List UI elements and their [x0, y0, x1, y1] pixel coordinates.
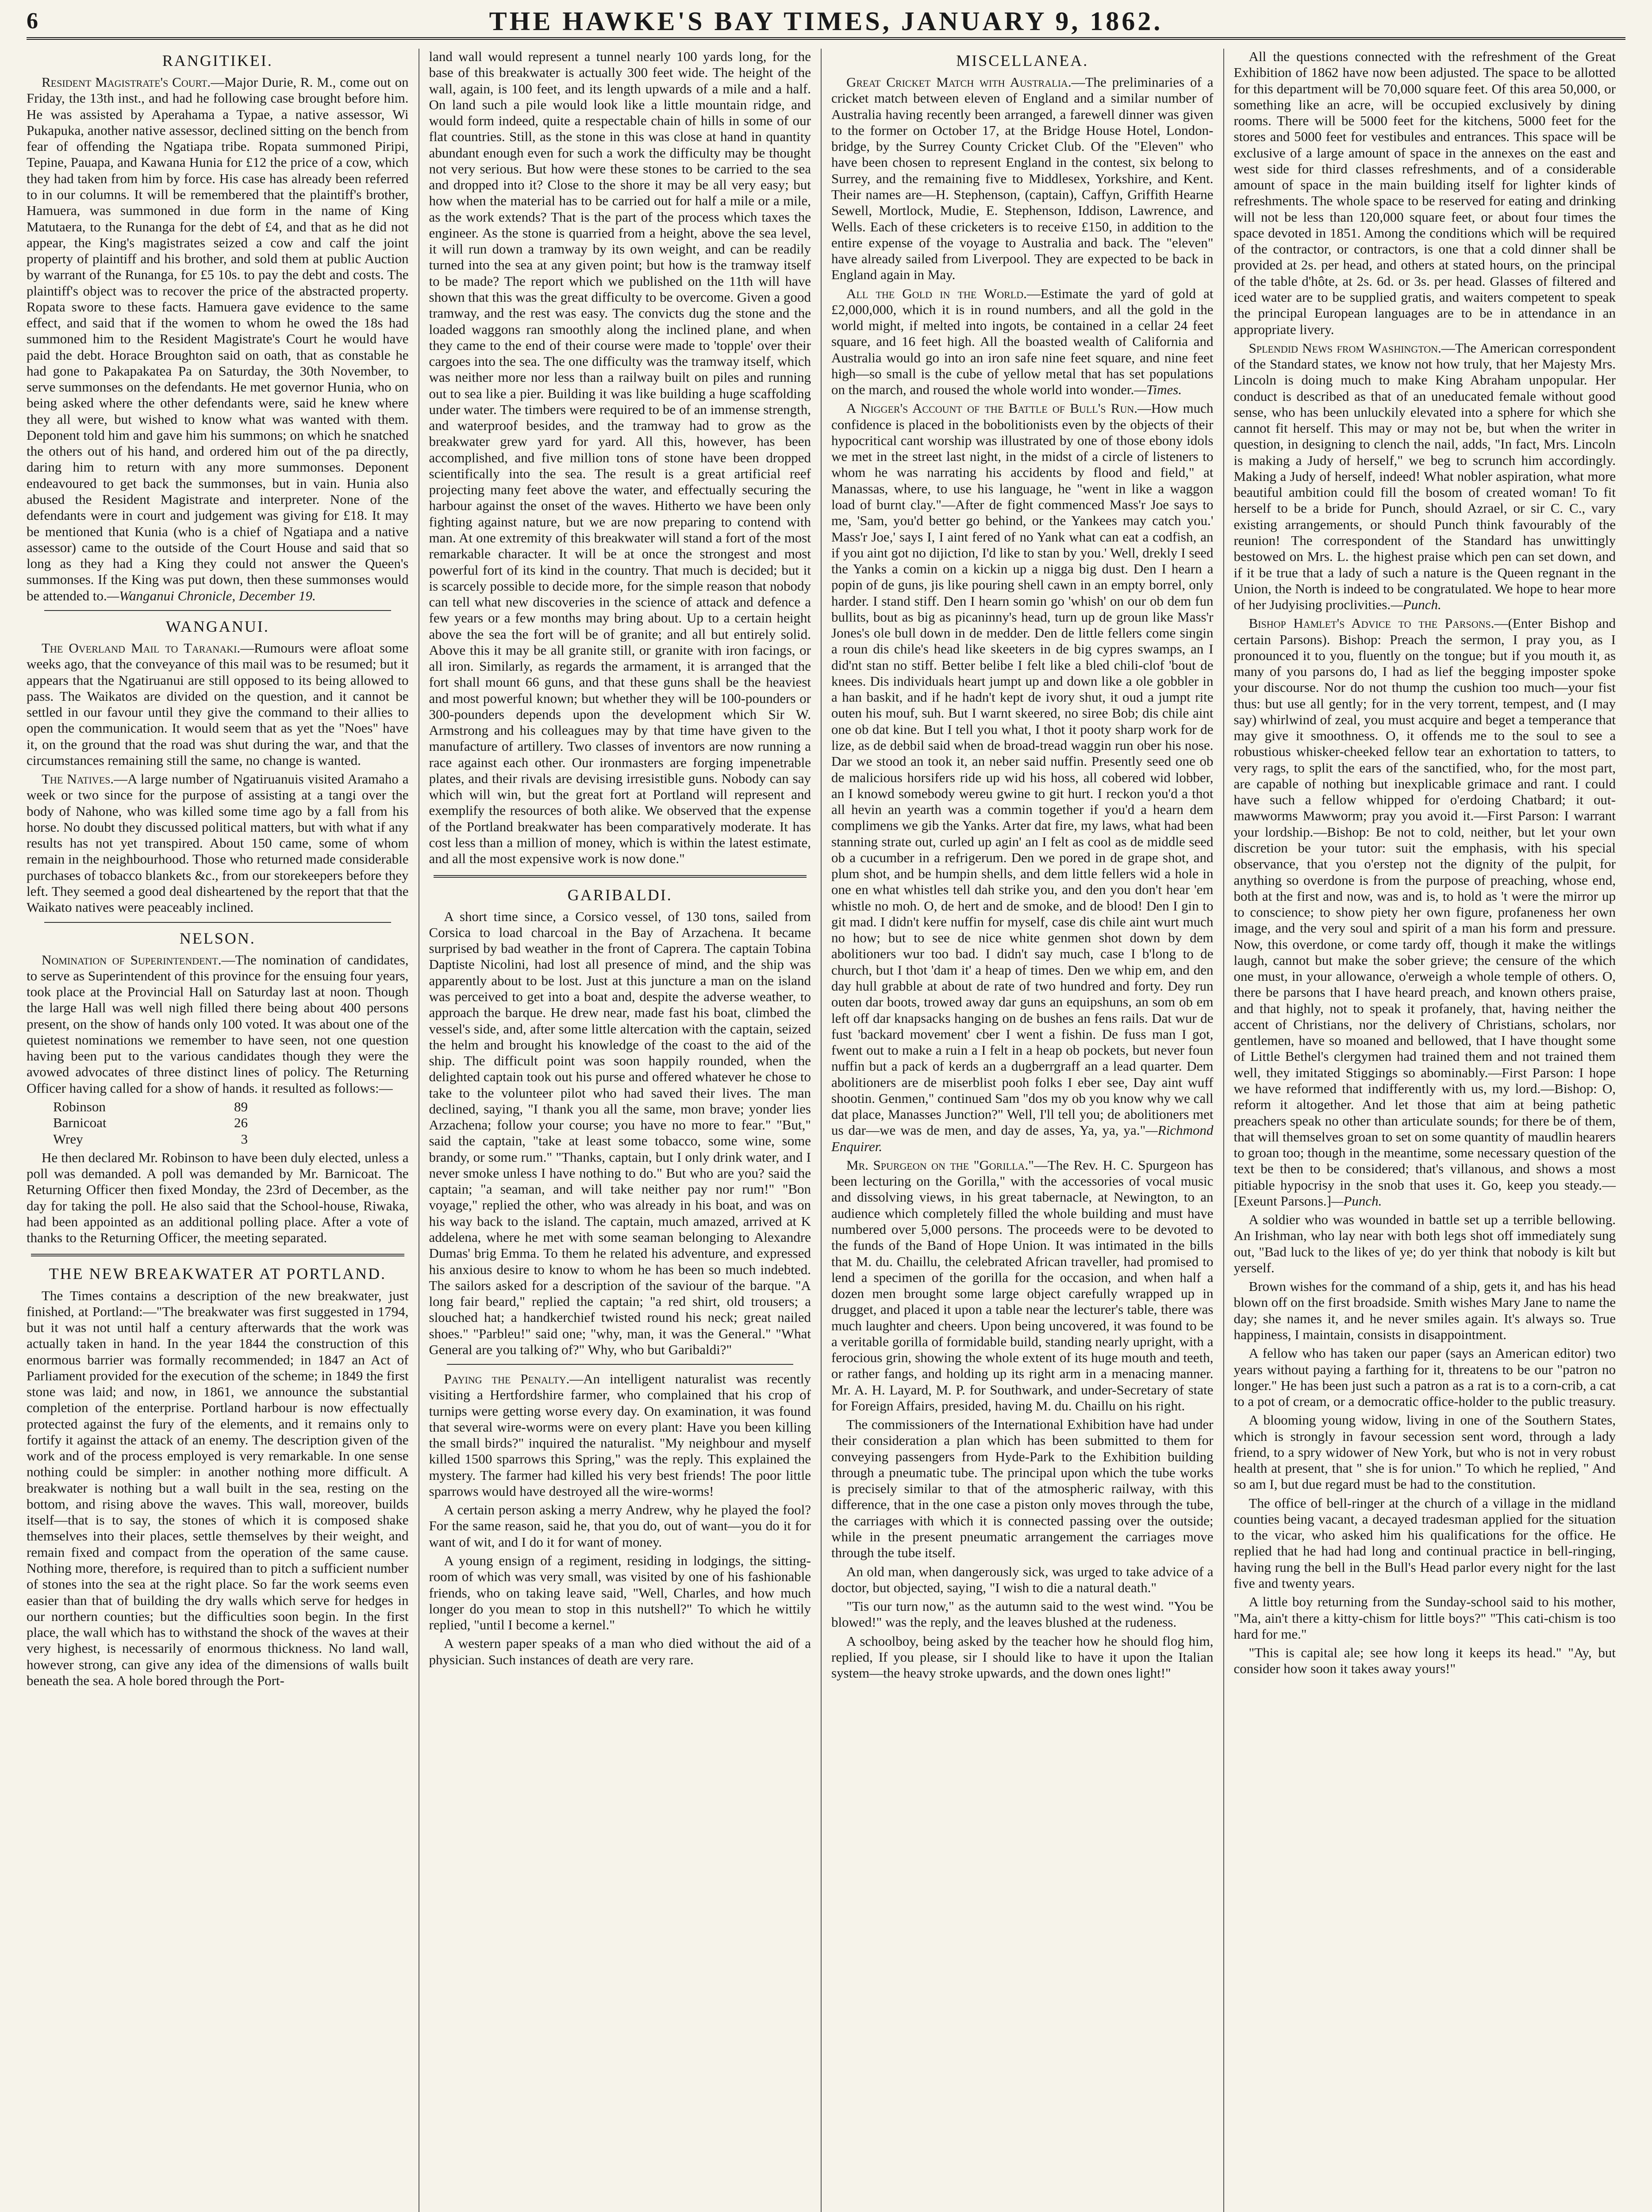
- article-text: —Estimate the yard of gold at £2,000,000, which it is in round numbers, and all the gold in the world might, if melted into ingots, be contained in a cellar 24 feet square, and 16 feet high. All the boasted wealth of California and Australia would go into an iron safe nine feet square, and nine feet high—so small is the cube of yellow metal that has set populations on the march, and roused the whole world into wonder.: [831, 285, 1214, 398]
- article-gorilla: [831, 1157, 1214, 1414]
- attribution: —Punch.: [1391, 597, 1441, 613]
- section-heading-garibaldi: GARIBALDI.: [567, 886, 672, 904]
- runin-heading: Splendid News from Washington.: [1249, 340, 1441, 356]
- candidate-votes: 89: [234, 1099, 248, 1114]
- column-2: [419, 49, 822, 2212]
- masthead: [27, 6, 1625, 40]
- candidate-name: Barnicoat: [53, 1115, 107, 1131]
- poll-results: [53, 1099, 248, 1147]
- article-columns: [27, 49, 1625, 2212]
- candidate-name: Wrey: [53, 1131, 83, 1147]
- article-natives: [27, 771, 409, 915]
- article-text: The commissioners of the International Exhibition have had under their consideration a plan which has been submitted to them for conveying passengers from Hyde-Park to the Exhibition building through a pneumatic tube. The principal upon which the tube works is precisely similar to that of the atmospheric railway, with this difference, that in the one case a piston only moves through the tube, the carriages with which it is connected passing over the outside; while in the present pneumatic arrangement the carriages move through the tube itself.: [831, 1417, 1214, 1561]
- article-text: An old man, when dangerously sick, was urged to take advice of a doctor, but objected, saying, "I wish to die a natural death.": [831, 1563, 1214, 1595]
- article-text: —(Enter Bishop and certain Parsons). Bishop: Preach the sermon, I pray you, as I pronounced it to you, fluently on the tongue; but if you mouth it, as many of you parsons do, I had as lief the begging imposter spoke your discourse. Nor do not thump the cushion too much—your fist thus: but use all gently; for in the very torrent, tempest, and (I may say) whirlwind of zeal, you must acquire and beget a temperance that may give it smoothness. O, it offends me to the soul to see a robustious whisker-cheeked fellow tear an exhortation to tatters, to very rags, to split the ears of the sanctified, who, for the most part, are capable of nothing but inexplicable grimace and rant. I could have such a fellow whipped for o'erdoing Chatbard; it out-mawworms Mawworm; pray you avoid it.—First Parson: I warrant your lordship.—Bishop: Be not to cold, neither, but let your own discretion be your tutor: suit the emphasis, with his special observance, that you o'erstep not the dignity of the pulpit, for anything so overdone is from the purpose of preaching, whose end, both at the first and now, was and is, to hold as 't were the mirror up to conscience; to show piety her own figure, profaneness her own image, and the very soul and spirit of a man his form and pressure. Now, this overdone, or come tardy off, though it make the witlings laugh, cannot but make the sober grieve; the censure of the which one must, in your allowance, o'erweigh a whole temple of others. O, there be parsons that I have heard preach, and known others praise, and that highly, not to speak it profanely, that, having neither the accent of Christians, nor the delivery of Christians, scholars, nor gentlemen, have so moaned and bellowed, that I have thought some of Little Bethel's clergymen had trained them and not trained them well, they imitated Stiggings so abominably.—First Parson: I hope we have reformed that indifferently with us, my lord.—Bishop: O, reform it altogether. And let those that aim at being pathetic preachers speak no other than articulate sounds; for there be of them, that will themselves groan to set on some quantity of maudlin hearers to groan too; though in the meantime, some necessary question of the text be then to be considered; that's villanous, and shows a most pitiable hypocrisy in the snob that uses it. Go, keep you steady.—[Exeunt Parsons.]: [1233, 615, 1616, 1209]
- divider: [447, 1364, 794, 1365]
- article-splendid-news: [1234, 340, 1616, 613]
- article-text: A short time since, a Corsico vessel, of 130 tons, sailed from Corsica to load charcoal in the Bay of Arzachena. It became surprised by bad weather in the front of Caprera. The captain Tobina Daptiste Nicolini, had lost all presence of mind, and the ship was apparently about to be lost. Just at this juncture a man on the island was perceived to get into a boat and, despite the adverse weather, to approach the barque. He drew near, made fast his boat, climbed the vessel's side, and, after some little altercation with the captain, seized the helm and brought his knowledge of the coast to the aid of the ship. The difficult point was soon happily rounded, when the delighted captain took out his purse and offered whatever he chose to take to the volunteer pilot who had saved their lives. The man declined, saying, "I thank you all the same, mon brave; yonder lies Arzachena; follow your course; you have no more to fear." "But," said the captain, "take at least some tobacco, some wine, some brandy, or some rum." "Thanks, captain, but I only drink water, and I never smoke unless I have nothing to do." But who are you? said the captain; "a seaman, and will take neither pay nor rum!" "Bon voyage," replied the other, who was already in his boat, and was on his way back to the island. The captain, much amazed, arrived at K addelena, where he met with some seaman belonging to Alexandre Dumas' brig Emma. To them he related his adventure, and expressed his anxious desire to know to whom he has been so much indebted. The sailors asked for a description of the saviour of the barque. "A long fair beard," replied the captain; "a red shirt, old trousers; a slouched hat; a handkerchief twisted round his neck; great nailed shoes." "Parbleu!" said one; "why, man, it was the General." "What General are you talking of?" Why, who but Garibaldi?": [429, 908, 811, 1357]
- column-1: [27, 49, 419, 2212]
- article-nomination: [27, 952, 409, 1096]
- double-divider: [31, 1254, 404, 1256]
- section-heading-nelson: NELSON.: [179, 929, 256, 947]
- article-text: A certain person asking a merry Andrew, why he played the fool? For the same reason, said he, that you do, out of want—you do it for want of wit, and I do it for want of money.: [429, 1502, 811, 1550]
- attribution: —Times.: [1134, 382, 1182, 398]
- poll-row: [53, 1099, 248, 1115]
- runin-heading: Nomination of Superintendent.: [42, 952, 222, 968]
- runin-heading: Bishop Hamlet's Advice to the Parsons.: [1249, 615, 1494, 631]
- runin-heading: Great Cricket Match with Australia.: [846, 74, 1072, 90]
- article-text: Brown wishes for the command of a ship, gets it, and has his head blown off on the first broadside. Smith wishes Mary Jane to name the day; she names it, and he never smiles again. It's always so. True happiness, I maintain, consists in disappointment.: [1233, 1279, 1616, 1342]
- newspaper-title: THE HAWKE'S BAY TIMES, JANUARY 9, 1862.: [489, 7, 1163, 36]
- article-text: A young ensign of a regiment, residing in lodgings, the sitting-room of which was very small, was visited by one of his fashionable friends, who on taking leave said, "Well, Charles, and how much longer do you mean to stop in this nutshell?" To which he wittily replied, "until I become a kernel.": [429, 1553, 811, 1633]
- article-text: "Tis our turn now," as the autumn said to the west wind. "You be blowed!" was the reply, and the leaves blushed at the rudeness.: [831, 1598, 1214, 1630]
- section-heading-wanganui: WANGANUI.: [165, 617, 269, 635]
- attribution: —Richmond Enquirer.: [831, 1122, 1214, 1154]
- candidate-name: Robinson: [53, 1099, 106, 1114]
- article-rangitikei: [27, 74, 409, 604]
- article-text: A schoolboy, being asked by the teacher how he should flog him, replied, If you please, sir I should like to have it upon the Italian system—the heavy stroke upwards, and the down ones light!": [831, 1633, 1214, 1681]
- article-text: —An intelligent naturalist was recently visiting a Hertfordshire farmer, who complained that his crop of turnips were getting worse every day. On examination, it was found that several wire-worms were on every plant: Have you been killing the small birds?" inquired the naturalist. "My neighbour and myself killed 1500 sparrows this Spring," was the reply. This explained the mystery. The farmer had killed his very best friends! The poor little sparrows would have destroyed all the wire-worms!: [429, 1371, 811, 1499]
- article-text: He then declared Mr. Robinson to have been duly elected, unless a poll was demanded. A poll was demanded by Mr. Barnicoat. The Returning Officer then fixed Monday, the 23rd of December, as the day for taking the poll. He also said that the School-house, Riwaka, had been appointed as an additional polling place. After a vote of thanks to the Returning Officer, the meeting separated.: [27, 1149, 409, 1246]
- page-number: 6: [27, 8, 38, 34]
- article-text: A little boy returning from the Sunday-school said to his mother, "Ma, ain't there a kitty-chism for little boys?" "This cati-chism is too hard for me.": [1233, 1594, 1616, 1642]
- article-cricket: [831, 74, 1214, 283]
- article-bishop-hamlet: [1234, 615, 1616, 1209]
- attribution: —Wanganui Chronicle, December 19.: [107, 588, 316, 603]
- runin-heading: All the Gold in the World.: [846, 285, 1027, 301]
- article-text: —Major Durie, R. M., come out on Friday, the 13th inst., and had he following case brought before him. He was assisted by Aperahama a Typae, a native assessor, Wi Pukapuka, another native assessor, declined sitting on the bench from fear of offending the Ngatiapa tribe. Ropata summoned Piripi, Tepine, Pauapa, and Kawana Hunia for £12 the price of a cow, which they had taken from him by force. His case has already been referred to in our columns. It will be remembered that the plaintiff's brother, Hamuera, was summoned in due form in the name of King Matutaera, to the Runanga for the debt of £4, and that as he did not appear, the King's magistrates seized a cow and calf the joint property of plaintiff and his brother, and sold them at public Auction by warrant of the Runanga, for £5 10s. to pay the debt and costs. The plaintiff's object was to recover the price of the abstracted property. Ropata swore to these facts. Hamuera gave evidence to the same effect, and said that if the women to whom he owed the 18s had summoned him to the Resident Magistrate's Court he would have paid the debt. Horace Broughton said on oath, that as constable he had gone to Pakapakatea Pa on Saturday, the 30th November, to serve summonses on the defendants. He met governor Hunia, who on being asked where the other defendants were, said he knew where they all were, but wished to know what was wanted with them. Deponent told him and gave him his summons; on which he snatched the others out of his hand, and ordered him out of the pa directly, daring him to return with any more summonses. Deponent endeavoured to get back the summonses, but in vain. Hunia also abused the Resident Magistrate and interpreter. None of the defendants were in court and judgement was giving for £18. It may be mentioned that Kunia (who is a chief of Ngatiapa and a native assessor) came to the outside of the Court House and said that so long as they had a King they could not answer the Queen's summonses. If the King was put down, then these summonses would be attended to.: [27, 74, 409, 603]
- article-paying-penalty: [429, 1371, 811, 1499]
- divider: [44, 922, 391, 923]
- runin-heading: A Nigger's Account of the Battle of Bull's Run.: [846, 400, 1138, 416]
- divider: [44, 610, 391, 611]
- poll-row: [53, 1131, 248, 1147]
- article-text: —The American correspondent of the Standard states, we know not how truly, that her Majesty Mrs. Lincoln is doing much to make King Abraham unpopular. Her conduct is described as that of an uneducated female without good sense, who has been unluckily elevated into a sphere for which she cannot fit herself. This may or may not be, but when the writer in question, in designing to clench the nail, adds, "In fact, Mrs. Lincoln is making a Judy of herself," we beg to scrunch him accordingly. Making a Judy of herself, indeed! What nobler aspiration, what more beautiful ambition could fill the bosom of created woman! To fit herself to be a bride for Punch, should Azrael, or sir C. C., vary existing arrangements, or should Punch think favourably of the reunion! The correspondent of the Standard has unwittingly bestowed on Mrs. L. the highest praise which pen can set down, and if it be true that a lady of such a nature is the Queen regnant in the Union, the North is indeed to be congratulated. We hope to hear more of her Judyising proclivities.: [1233, 340, 1616, 613]
- double-divider: [434, 875, 807, 878]
- article-text: All the questions connected with the refreshment of the Great Exhibition of 1862 have now been adjusted. The space to be allotted for this department will be 70,000 square feet. Of this area 50,000, or something like an acre, will be occupied exclusively by dining rooms. There will be 5000 feet for the kitchens, 5000 feet for the stores and 5000 feet for vestibules and entrances. This space will be exclusive of a large amount of space in the annexes on the east and west side for third classes refreshments, and of a considerable amount of space in the main building itself for lighter kinds of refreshments. The whole space to be reserved for eating and drinking will not be less than 120,000 square feet, or about four times the space devoted in 1851. Among the conditions which will be required of the contractor, or contractors, is one that a cold dinner shall be provided at 2s. per head, and others at stated hours, on the principal of the table d'hôte, at 2s. 6d. or 3s. per head. Glasses of filtered and iced water are to be supplied gratis, and waiters competent to speak the principal European languages are to be in attendance in an appropriate livery.: [1233, 49, 1616, 337]
- runin-heading: Resident Magistrate's Court.: [42, 74, 211, 90]
- article-gold: [831, 286, 1214, 398]
- article-text: —The Rev. H. C. Spurgeon has been lecturing on the Gorilla," with the accessories of vocal music and dissolving views, in his great tabernacle, at Newington, to an audience which completely filled the whole building and must have numbered over 5,000 persons. The proceeds were to be devoted to the funds of the Band of Hope Union. It was intimated in the bills that M. du. Chaillu, the celebrated African traveller, had promised to lend a specimen of the gorilla for the occasion, and when half a dozen men brought some large object carefully wrapped up in drugget, and placed it upon a table near the lecturer's table, there was much laughter and cheers. Upon being uncovered, it was found to be a veritable gorilla of formidable build, standing nearly upright, with a ferocious grin, showing the whole extent of its huge mouth and teeth, or rather fangs, and holding up its right arm in a menacing manner. Mr. A. H. Layard, M. P. for Southwark, and under-Secretary of state for Foreign Affairs, presided, having M. du. Chaillu on his right.: [831, 1157, 1214, 1413]
- article-text: A soldier who was wounded in battle set up a terrible bellowing. An Irishman, who lay near with both legs shot off immediately sung out, "Bad luck to the likes of ye; do yer think that nobody is kilt but yerself.: [1233, 1212, 1616, 1275]
- poll-row: [53, 1115, 248, 1131]
- article-text: The office of bell-ringer at the church of a village in the midland counties being vacant, a decayed tradesman applied for the situation to the vicar, who asked him his qualifications for the office. He replied that he had had long and continual practice in bell-ringing, having rung the bell in the Bull's Head parlor every night for the last five and twenty years.: [1233, 1495, 1616, 1591]
- column-3: [822, 49, 1224, 2212]
- article-text: —Rumours were afloat some weeks ago, that the conveyance of this mail was to be resumed; but it appears that the Ngatiruanui are still opposed to its being allowed to pass. The Waikatos are divided on the question, and it cannot be settled in our favour until they give the command to their allies to open the communication. It would seem that as yet the "Noes" have it, on the ground that the road was shut during the war, and that the circumstances remaining still the same, no change is wanted.: [27, 640, 409, 768]
- runin-heading: The Overland Mail to Taranaki.: [42, 640, 241, 656]
- candidate-votes: 26: [234, 1115, 248, 1131]
- article-text: A fellow who has taken our paper (says an American editor) two years without paying a farthing for it, threatens to be our "patron no longer." He has been just such a patron as a rat is to a corn-crib, a cat to a pot of cream, or a democratic office-holder to the public treasury.: [1233, 1345, 1616, 1409]
- section-heading-breakwater: THE NEW BREAKWATER AT PORTLAND.: [49, 1265, 386, 1283]
- article-bull-run: [831, 400, 1214, 1154]
- candidate-votes: 3: [241, 1131, 248, 1147]
- runin-heading: The Natives.: [42, 771, 114, 787]
- article-text: —The nomination of candidates, to serve as Superintendent of this province for the ensuing four years, took place at the Provincial Hall on Saturday last at noon. Though the large Hall was well nigh filled there being about 400 persons present, on the show of hands only 100 voted. It was about one of the quietest nominations we remember to have seen, not one question having been put to the various candidates though they were the avowed advocates of three distinct lines of policy. The Returning Officer having called for a show of hands. it resulted as follows:—: [27, 952, 409, 1096]
- section-heading-miscellanea: MISCELLANEA.: [956, 52, 1089, 69]
- article-text: "This is capital ale; see how long it keeps its head." "Ay, but consider how soon it takes away yours!": [1233, 1645, 1616, 1677]
- article-text: —The preliminaries of a cricket match between eleven of England and a similar number of Australia having recently been arranged, a farewell dinner was given to the former on October 17, at the Bridge House Hotel, London-bridge, by the Surrey County Cricket Club. Of the "Eleven" who have been chosen to represent England in the contest, six belong to Surrey, and the remaining five to Middlesex, Yorkshire, and Kent. Their names are—H. Stephenson, (captain), Caffyn, Griffith Hearne Sewell, Mortlock, Mudie, E. Stephenson, Iddison, Lawrence, and Wells. Each of these cricketers is to receive £150, in addition to the entire expense of the voyage to Australia and back. The "eleven" have already sailed from Liverpool. They are expected to be back in England again in May.: [831, 74, 1214, 283]
- article-text: land wall would represent a tunnel nearly 100 yards long, for the base of this breakwater is actually 300 feet wide. The height of the wall, again, is 100 feet, and its length upwards of a mile and a half. On land such a pile would look like a little mountain ridge, and would form indeed, quite a respectable chain of hills in some of our flat countries. Still, as the stone in this was close at hand in quantity abundant enough even for such a work the difficulty may be thought not very serious. But how were these stones to be carried to the sea and dropped into it? Close to the shore it may be all very easy; but how when the material has to be carried out for half a mile or a mile, as the work extends? That is the part of the process which taxes the engineer. As the stone is quarried from a height, above the sea level, it will run down a tramway by its own weight, and can be readily turned into the sea at any given point; but how is the tramway itself to be made? The report which we published on the 11th will have shown that this was the great difficulty to be overcome. Given a good tramway, and the rest was easy. The convicts dug the stone and the loaded waggons ran smoothly along the inclined plane, and when they came to the end of their course were made to 'topple' over their cargoes into the sea. The one difficulty was the tramway itself, which was neither more nor less than a railway built on piles and running out to sea like a pier. Building it was like building a huge scaffolding under water. The timbers were required to be of an immense strength, and waterproof besides, and the tramway had to grow as the breakwater grew yard for yard. All this, however, has been accomplished, and five million tons of stone have been dropped scientifically into the sea. The result is a great artificial reef projecting many feet above the water, and effectually securing the harbour against the onset of the waves. Hitherto we have been only fighting against nature, but we are now preparing to contend with man. At one extremity of this breakwater will stand a fort of the most remarkable character. It will be at once the strongest and most powerful fort of its kind in the country. That much is decided; but it is scarcely possible to decide more, for the simple reason that nobody can tell what new discoveries in the science of attack and defence a few years or a few months may bring about. Up to a certain height above the sea the fort will be of granite; and all but entirely solid. Above this it may be all granite still, or granite with iron facings, or all iron. Similarly, as regards the armament, it is arranged that the fort shall mount 66 guns, and that these guns shall be the heaviest and most powerful known; but whether they will be 100-pounders or 300-pounders depends upon the development which Sir W. Armstrong and his colleagues may by that time have given to the manufacture of artillery. Two classes of inventors are now running a race against each other. Our ironmasters are forging impenetrable plates, and their rivals are devising irresistible guns. Nobody can say which will win, but the great fort at Portland will represent and exemplify the resources of both alike. We observed that the expense of the Portland breakwater has been comparatively moderate. It has cost less than a million of money, which is within the latest estimate, and all the most expensive work is now done.": [429, 49, 811, 867]
- article-text: —A large number of Ngatiruanuis visited Aramaho a week or two since for the purpose of assisting at a tangi over the body of Nahone, who was killed some time ago by a fall from his horse. No doubt they discussed political matters, but with what if any results has not yet transpired. About 150 came, some of whom remain in the neighbourhood. Those who returned made considerable purchases of tobacco blankets &c., from our storekeepers before they left. They seemed a good deal disheartened by the report that that the Waikato natives were peaceably inclined.: [27, 771, 409, 915]
- article-text: A blooming young widow, living in one of the Southern States, which is strongly in favour secession sent word, through a lady friend, to a spry widower of New York, but who is not in very robust health at present, that " she is for union." To which he replied, " And so am I, but due regard must be had to the constitution.: [1233, 1412, 1616, 1492]
- article-overland-mail: [27, 640, 409, 768]
- article-text: —How much confidence is placed in the bobolitionists even by the objects of their hypocritical cant worship was illustrated by one of those ebony idols we met in the street last night, in the midst of a circle of listeners to whom he was narrating his accidents by flood and field," at Manassas, where, to use his language, he "went in like a waggon load of burnt clay."—After de fight commenced Mass'r Joe says to me, 'Sam, you'd better go behind, or the Yankees may catch you.' Mass'r Joe,' says I, I aint fered of no Yank what can eat a codfish, an if you aint got no dijiction, I'd like to stan by you.' Well, drekly I seed the Yanks a comin on a kickin up a nigga big dust. Den I hearn a popin of de guns, jis like pouring shell cawn in an empty borrel, only harder. I stand stiff. Den I hearn somin go 'whish' on our ob dem fun bullits, bout as big as picaninny's head, turn up de groun like Mass'r Jones's ole bull down in de medder. Den de little fellers come singin a roun dis chile's head like skeeters in de big cypres swamps, an I did'nt stan no stiff. Better belibe I felt like a bled chili-clof 'bout de knees. Dis individuals heart jumpt up and down like a ole gobbler in a han baskit, and if he hadn't kept de ivory shut, it oud a jumpt rite outen his mouf, suh. But I warnt skeered, no siree Bob; dis chile aint one ob dat kine. But I tell you what, I thot it pooty sharp work for de lize, as de debbil said when de broad-tread waggin run ober his nose. Dar we stood an took it, an neber said nuffin. Presently seed one ob de malicious horsifers ride up wid his hoss, all cobered wid lobber, an I knowd somebody wereu gwine to git hurt. I reckon you'd a thot all hevin an yearth was a commin together if you'd a hearn dem complimens we gib the Yanks. Arter dat fire, my laws, what had been stanning strate out, curled up agin' an I felt as cool as de middle seed ob a cucumber in a refrigerum. Den we pored in de grape shot, and plum shot, and be humpin shells, and dem little fellers wid a hole in one en what whistles tell dah strike you, and den you don't hear 'em whistle no moh. O, de hert and de smoke, and de blood! Den I gin to git mad. I didn't kere nuffin for myself, case dis chile aint wurt much no how; but to see de nice white genmen shot down by dem abolitioners wur too bad. I didn't say much, case I b'long to de church, but I thot 'dam it' a heap of times. Den we whip em, and den day hull grabble at about de rate of two hundred and forty. Dey run outen dar boots, trowed away dar guns an equipshuns, an som ob em left off dar knapsacks hanging on de bushes an fens rails. Dat wur de fust 'backard movement' cber I went a fishin. De fuss man I got, fwent out to make a ruin a I felt in a heap ob pockets, but never foun nuffin but a pack of kerds an a dugberrgraff an a lead quarter. Dem abolitioners are de miserblist pooh folks I eber see, Day aint wuff shootin. Genmen," continued Sam "dos my ob you know why we call dat place, Manasses Junction?" Well, I'll tell you; de abolitioners met us dar—we was de men, and day de asses, Ya, ya, ya.": [831, 400, 1214, 1138]
- article-text: The Times contains a description of the new breakwater, just finished, at Portland:—"The breakwater was first suggested in 1794, but it was not until half a century afterwards that the work was actually taken in hand. In the year 1844 the construction of this enormous barrier was formally recommended; in 1847 an Act of Parliament provided for the execution of the scheme; in 1849 the first stone was laid; and now, in 1861, we announce the substantial completion of the enterprise. Portland harbour is now effectually protected against the fury of the elements, and it remains only to fortify it against the attack of an enemy. The description given of the work and of the process employed is very remarkable. In one sense nothing could be simpler: in another nothing more difficult. A breakwater is nothing but a wall built in the sea, resting on the bottom, and rising above the waves. This wall, moreover, builds itself—that is to say, the stones of which it is composed shake themselves into their places, settle themselves by their weight, and remain fixed and compact from the operation of the same cause. Nothing more, therefore, is required than to pitch a sufficient number of stones into the sea at the right place. So far the work seems even easier than that of building the dry walls which serve for hedges in our northern counties; but the difficulties soon begin. In the first place, the wall which has to withstand the shock of the waves at their very highest, is necessarily of enormous thickness. No land wall, however strong, can give any idea of the dimensions of walls built beneath the sea. A hole bored through the Port-: [27, 1287, 409, 1688]
- article-text: A western paper speaks of a man who died without the aid of a physician. Such instances of death are very rare.: [429, 1636, 811, 1667]
- section-heading-rangitikei: RANGITIKEI.: [162, 52, 273, 69]
- runin-heading: Mr. Spurgeon on the "Gorilla.": [846, 1157, 1034, 1173]
- attribution: —Punch.: [1331, 1193, 1382, 1209]
- column-4: [1224, 49, 1626, 2212]
- runin-heading: Paying the Penalty.: [444, 1371, 570, 1387]
